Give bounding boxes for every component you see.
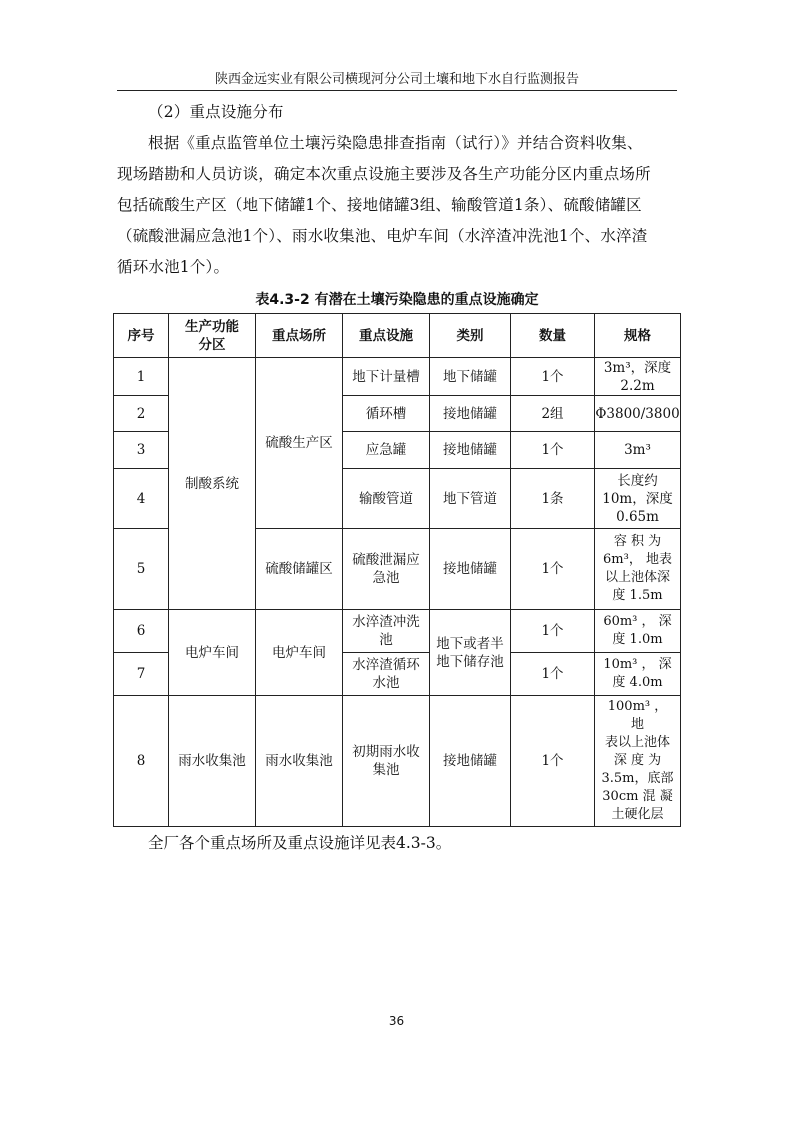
spec-line: 0.65m [616,508,659,525]
page-header: 陕西金远实业有限公司横现河分公司土壤和地下水自行监测报告 [117,71,677,91]
cell-site-furnace: 电炉车间 [256,610,343,696]
spec-line: 长度约 [617,472,658,489]
header-site: 重点场所 [256,314,343,358]
section-heading: （2）重点设施分布 [148,103,284,121]
header-spec: 规格 [595,314,681,358]
cell-facility [343,653,430,696]
header-zone-line-2: 分区 [198,336,226,353]
paragraph-line-2: 现场踏勘和人员访谈，确定本次重点设施主要涉及各生产功能分区内重点场所 [117,165,651,183]
cell-spec [595,696,681,827]
page-number: 36 [388,1014,405,1028]
table-row [114,610,681,653]
cell-facility: 输酸管道 [343,469,430,529]
header-category: 类别 [430,314,511,358]
cell-facility: 应急罐 [343,432,430,469]
cell-facility [343,529,430,610]
spec-line: 6m³， 地表 [603,552,672,567]
cell-no: 8 [114,696,169,827]
paragraph-line-4: （硫酸泄漏应急池1个）、雨水收集池、电炉车间（水淬渣冲洗池1个、水淬渣 [117,227,648,245]
cell-category: 接地储罐 [430,529,511,610]
spec-line: 100m³ ， 地 [607,699,668,732]
spec-line: 度 1.0m [612,632,663,647]
cell-no: 1 [114,358,169,396]
cell-site-acid-tank-area: 硫酸储罐区 [256,529,343,610]
cell-quantity: 1个 [511,653,595,696]
paragraph-line-5: 循环水池1个）。 [117,258,230,276]
cell-quantity: 1条 [511,469,595,529]
table-caption: 表4.3-2 有潜在土壤污染隐患的重点设施确定 [255,292,539,308]
category-line: 地下或者半 [436,635,504,652]
spec-line: 3.5m，底部 [601,771,674,786]
table-row [114,696,681,827]
facility-line: 初期雨水收 [352,744,420,760]
cell-no: 6 [114,610,169,653]
cell-site-acid-production: 硫酸生产区 [256,358,343,529]
cell-category-shared [430,610,511,696]
cell-category: 接地储罐 [430,696,511,827]
cell-category: 地下管道 [430,469,511,529]
cell-spec: Φ3800/3800 [595,396,681,432]
cell-spec [595,358,681,396]
header-zone-line-1: 生产功能 [185,318,239,335]
cell-spec: 3m³ [595,432,681,469]
category-line: 地下储存池 [436,653,504,670]
cell-quantity: 1个 [511,432,595,469]
cell-quantity: 2组 [511,396,595,432]
facility-line: 水池 [372,675,400,691]
facility-line: 硫酸泄漏应 [352,552,420,568]
cell-spec [595,610,681,653]
cell-category: 地下储罐 [430,358,511,396]
cell-quantity: 1个 [511,529,595,610]
paragraph-line-3: 包括硫酸生产区（地下储罐1个、接地储罐3组、输酸管道1条）、硫酸储罐区 [117,196,642,214]
spec-line: 容 积 为 [613,534,662,549]
facility-line: 池 [379,632,393,648]
spec-line: 土硬化层 [611,807,664,822]
facility-line: 水淬渣冲洗 [352,614,420,630]
spec-line: 10m³ ， 深 [603,657,672,672]
header-quantity: 数量 [511,314,595,358]
cell-no: 3 [114,432,169,469]
spec-line: 60m³ ， 深 [603,614,672,629]
cell-spec [595,529,681,610]
spec-line: 以上池体深 [604,570,670,585]
spec-line: 2.2m [620,377,655,394]
key-facilities-table [113,313,681,827]
table-row [114,358,681,396]
cell-no: 2 [114,396,169,432]
cell-category: 接地储罐 [430,396,511,432]
spec-line: 度 1.5m [612,588,663,603]
cell-zone-rain: 雨水收集池 [169,696,256,827]
cell-category: 接地储罐 [430,432,511,469]
facility-line: 水淬渣循环 [352,657,420,673]
cell-spec [595,469,681,529]
cell-no: 5 [114,529,169,610]
facility-line: 集池 [372,762,400,778]
cell-quantity: 1个 [511,358,595,396]
cell-quantity: 1个 [511,610,595,653]
header-facility: 重点设施 [343,314,430,358]
header-zone [169,314,256,358]
paragraph-line-1: 根据《重点监管单位土壤污染隐患排查指南（试行）》并结合资料收集、 [148,134,643,152]
cell-facility [343,696,430,827]
facility-line: 急池 [372,570,400,586]
footer-paragraph: 全厂各个重点场所及重点设施详见表4.3-3。 [148,834,452,852]
cell-spec [595,653,681,696]
cell-site-rain: 雨水收集池 [256,696,343,827]
spec-line: 表以上池体 [604,735,670,750]
cell-zone-acid-system: 制酸系统 [169,358,256,610]
spec-line: 3m³，深度 [603,359,672,376]
cell-quantity: 1个 [511,696,595,827]
cell-no: 7 [114,653,169,696]
cell-facility: 地下计量槽 [343,358,430,396]
header-no: 序号 [114,314,169,358]
cell-zone-furnace: 电炉车间 [169,610,256,696]
spec-line: 30cm 混 凝 [602,789,673,804]
cell-facility [343,610,430,653]
table-header-row [114,314,681,358]
spec-line: 度 4.0m [612,675,663,690]
spec-line: 10m，深度 [602,490,673,507]
cell-no: 4 [114,469,169,529]
cell-facility: 循环槽 [343,396,430,432]
spec-line: 深 度 为 [613,753,662,768]
